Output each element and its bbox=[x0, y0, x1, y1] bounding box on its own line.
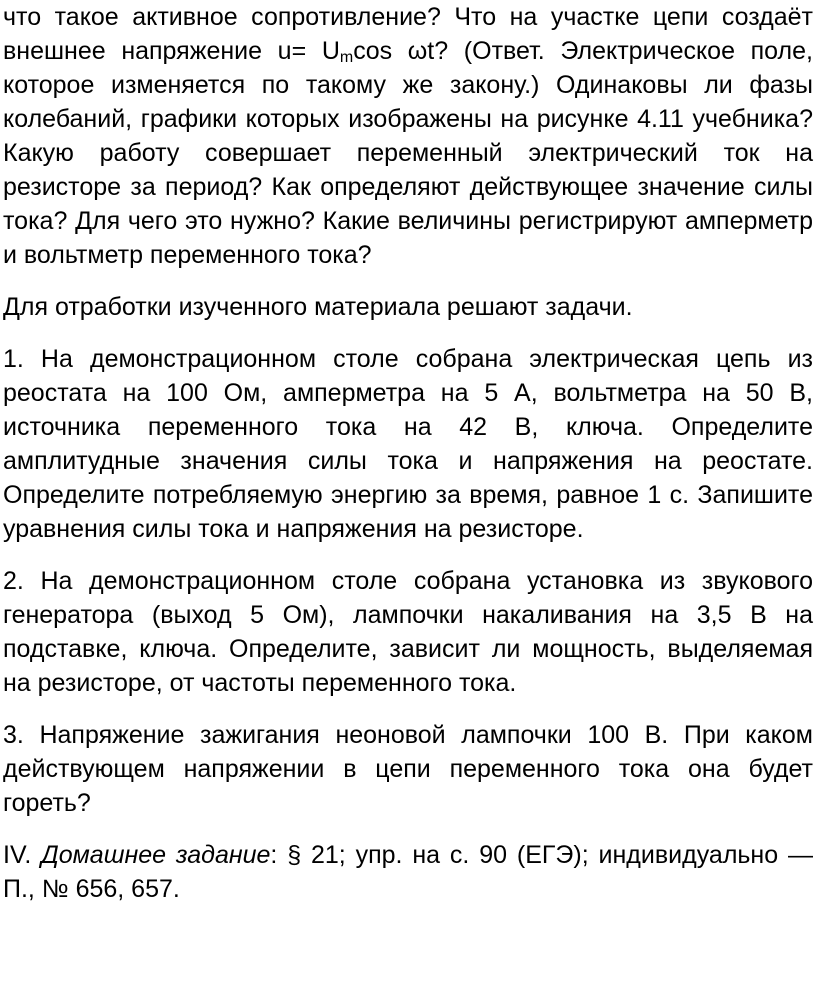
subscript-m: m bbox=[339, 49, 354, 66]
task-1: 1. На демонстрационном столе собрана электрическая цепь из реостата на 100 Ом, амперметра на 5 А, вольтметра на 50 В, источника переменного тока на 42 В, ключа. Определите амплитудные значения силы тока и напряжения на реостате. Определите потребляемую энергию за время, равное 1 с. Запишите уравнения силы тока и напряжения на резисторе. bbox=[3, 345, 813, 543]
homework-text: : § 21; упр. на с. 90 (ЕГЭ); индивидуально — П., № 656, 657. bbox=[3, 841, 814, 903]
lead-paragraph: Для отработки изученного материала решают задачи. bbox=[3, 293, 633, 321]
homework-paragraph bbox=[3, 838, 813, 906]
intro-paragraph bbox=[3, 0, 813, 272]
intro-text-part1: что такое активное сопротивление? Что на участке цепи создаёт внешнее напряжение u= U bbox=[3, 3, 813, 65]
task-2: 2. На демонстрационном столе собрана установка из звукового генератора (выход 5 Ом), лампочки накаливания на 3,5 В на подставке, ключа. Определите, зависит ли мощность, выделяемая на резисторе, от частоты переменного тока. bbox=[3, 567, 813, 697]
task-3: 3. Напряжение зажигания неоновой лампочки 100 В. При каком действующем напряжении в цепи переменного тока она будет гореть? bbox=[3, 721, 813, 817]
homework-number: IV. bbox=[3, 841, 32, 869]
homework-label: Домашнее задание bbox=[41, 841, 271, 869]
document-page bbox=[3, 0, 813, 906]
intro-text-part2: cos ωt? (Ответ. Электрическое поле, которое изменяется по такому же закону.) Одинаковы ли фазы колебаний, графики которых изображены на рисунке 4.11 учебника? Какую работу совершает переменный электрический ток на резисторе за период? Как определяют действующее значение силы тока? Для чего это нужно? Какие величины регистрируют амперметр и вольтметр переменного тока? bbox=[3, 37, 813, 269]
